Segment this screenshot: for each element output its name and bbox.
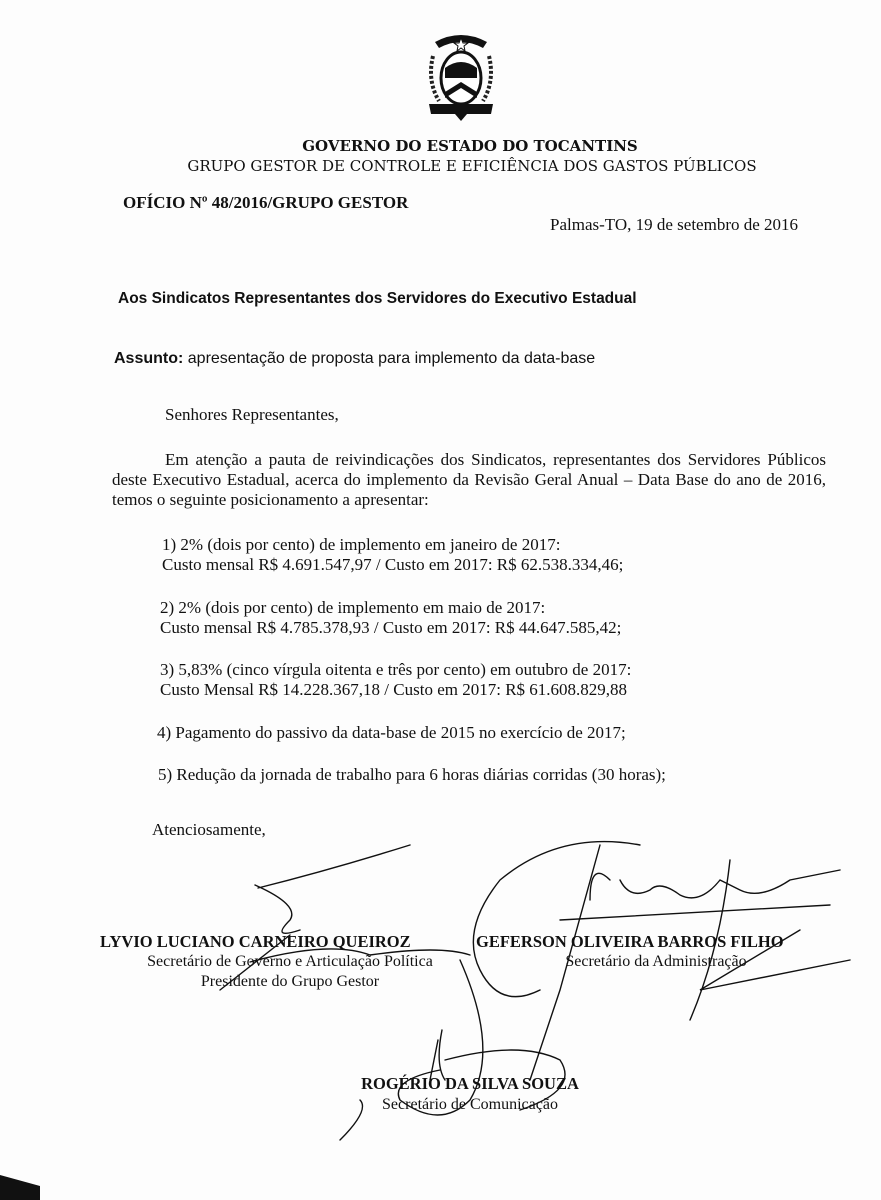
item-4: 4) Pagamento do passivo da data-base de 2015 no exercício de 2017; (157, 723, 626, 742)
item-1-line-2: Custo mensal R$ 4.691.547,97 / Custo em 2017: R$ 62.538.334,46; (162, 555, 624, 574)
closing: Atenciosamente, (152, 820, 266, 839)
signatory-1-role: Secretário de Governo e Articulação Política (147, 953, 433, 970)
item-3-line-2: Custo Mensal R$ 14.228.367,18 / Custo em 2017: R$ 61.608.829,88 (160, 680, 628, 699)
signatory-2-role: Secretário da Administração (565, 953, 747, 970)
salutation: Senhores Representantes, (165, 405, 339, 424)
oficio-number: OFÍCIO Nº 48/2016/GRUPO GESTOR (123, 193, 409, 212)
body-paragraph (112, 450, 826, 510)
recipient: Aos Sindicatos Representantes dos Servidores do Executivo Estadual (118, 290, 637, 307)
signatory-1-role-2: Presidente do Grupo Gestor (200, 973, 380, 990)
item-2-line-2: Custo mensal R$ 4.785.378,93 / Custo em 2017: R$ 44.647.585,42; (160, 618, 622, 637)
item-2-line-1: 2) 2% (dois por cento) de implemento em maio de 2017: (160, 598, 546, 617)
signatory-3-role: Secretário de Comunicação (382, 1096, 558, 1113)
signatory-2-name: GEFERSON OLIVEIRA BARROS FILHO (476, 932, 784, 951)
signatory-1-name: LYVIO LUCIANO CARNEIRO QUEIROZ (100, 932, 411, 951)
item-1-line-1: 1) 2% (dois por cento) de implemento em janeiro de 2017: (162, 535, 561, 554)
state-coat-of-arms-seal (425, 26, 497, 121)
subject-text: apresentação de proposta para implemento da data-base (183, 350, 596, 367)
subject (114, 350, 595, 368)
header-government: GOVERNO DO ESTADO DO TOCANTINS (302, 137, 638, 155)
body-text: Em atenção a pauta de reivindicações dos Sindicatos, representantes dos Servidores Públicos deste Executivo Estadual, acerca do implemento da Revisão Geral Anual – Data Base do ano de 2016, temos o seguinte posicionamento a apresentar: (112, 450, 826, 509)
item-3-line-1: 3) 5,83% (cinco vírgula oitenta e três por cento) em outubro de 2017: (160, 660, 632, 679)
header-group: GRUPO GESTOR DE CONTROLE E EFICIÊNCIA DOS GASTOS PÚBLICOS (187, 157, 757, 175)
subject-label: Assunto: (114, 350, 184, 367)
place-date: Palmas-TO, 19 de setembro de 2016 (550, 215, 799, 234)
page-edge-shadow (0, 1175, 40, 1200)
signatory-3-name: ROGÉRIO DA SILVA SOUZA (361, 1074, 579, 1093)
item-5: 5) Redução da jornada de trabalho para 6 horas diárias corridas (30 horas); (158, 765, 666, 784)
